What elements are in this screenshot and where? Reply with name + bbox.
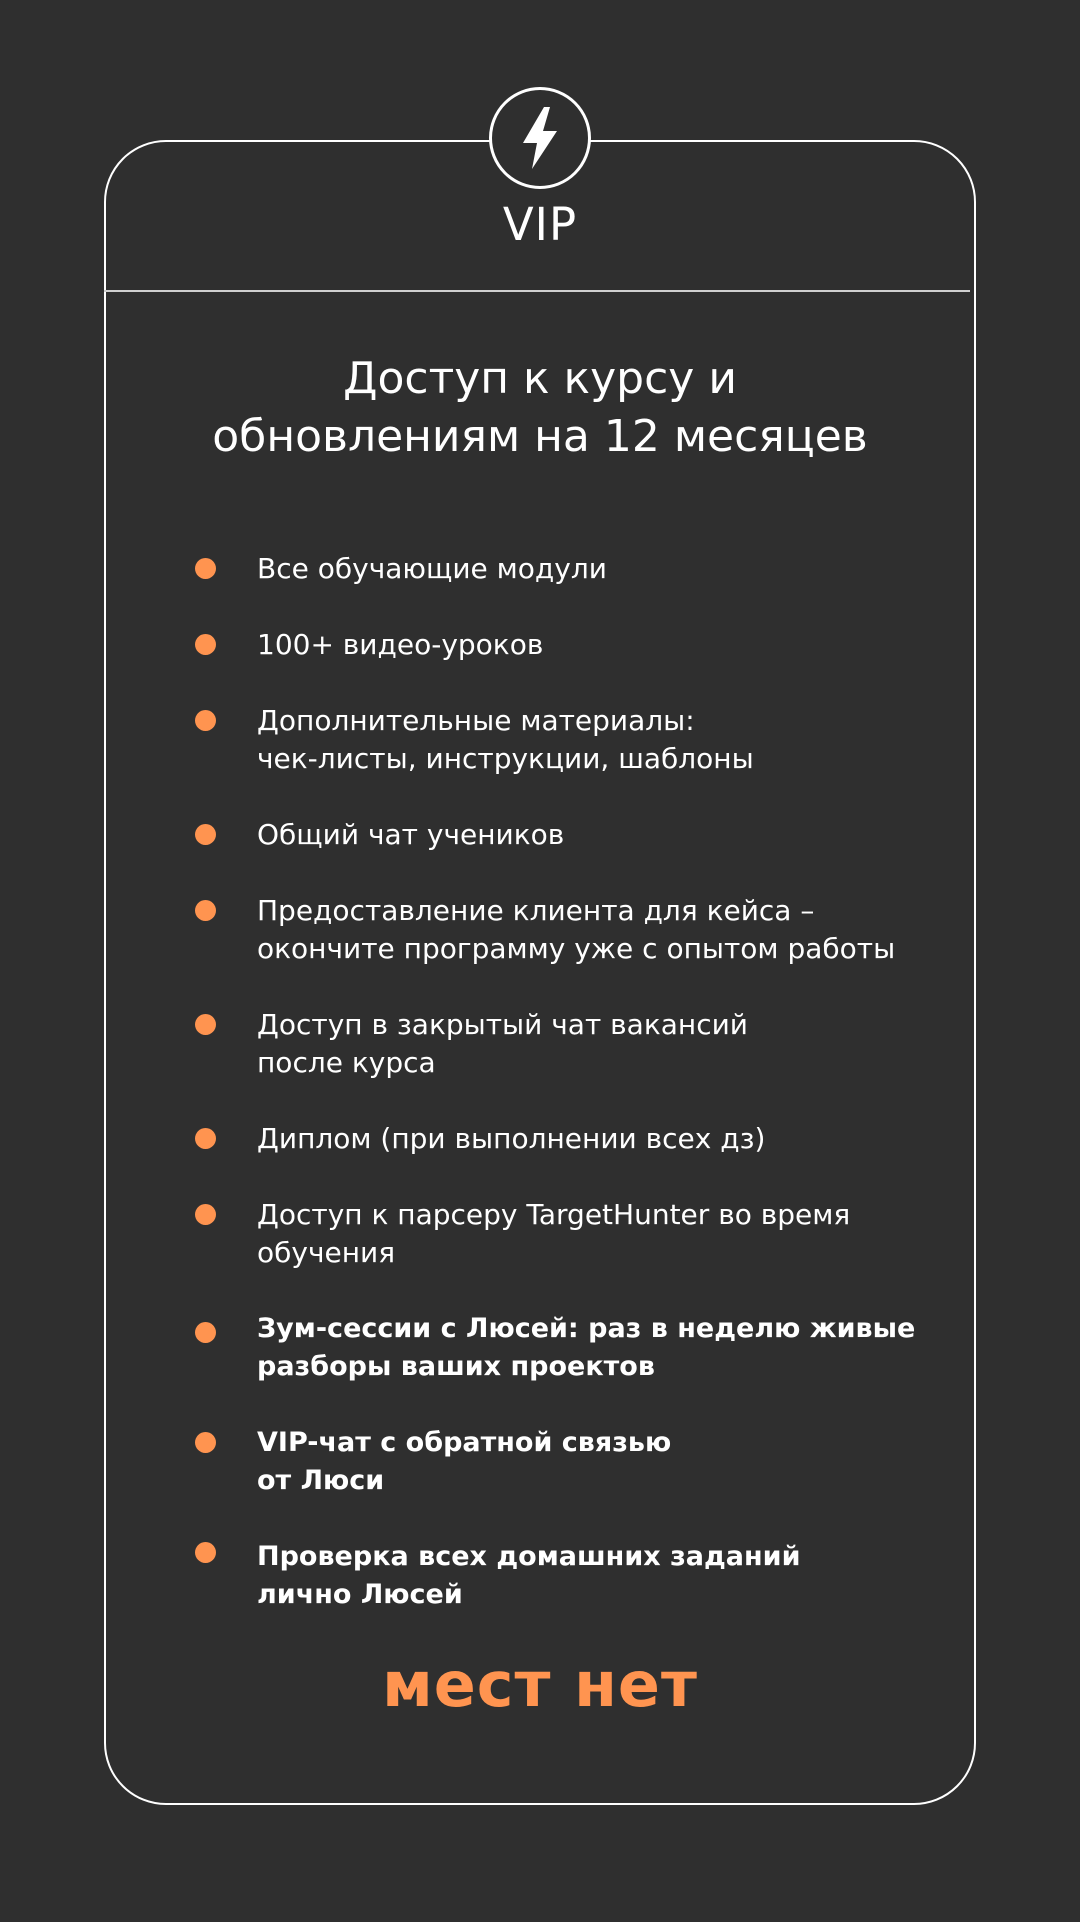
headline-line: Доступ к курсу и bbox=[343, 353, 737, 404]
feature-line: Доступ к парсеру TargetHunter во время bbox=[257, 1198, 851, 1231]
feature-line: после курса bbox=[257, 1046, 436, 1079]
feature-line: VIP-чат с обратной связью bbox=[257, 1427, 672, 1458]
tier-name: VIP bbox=[502, 198, 578, 251]
bullet-dot-icon bbox=[195, 710, 216, 731]
bullet-dot-icon bbox=[195, 1432, 216, 1453]
feature-line: обучения bbox=[257, 1236, 396, 1269]
card-headline bbox=[104, 350, 976, 466]
bullet-dot-icon bbox=[195, 634, 216, 655]
feature-line: Общий чат учеников bbox=[257, 818, 565, 851]
bullet-dot-icon bbox=[195, 900, 216, 921]
feature-line: Все обучающие модули bbox=[257, 552, 607, 585]
feature-line: Диплом (при выполнении всех дз) bbox=[257, 1122, 766, 1155]
bullet-dot-icon bbox=[195, 558, 216, 579]
bullet-dot-icon bbox=[195, 1128, 216, 1149]
feature-line: Проверка всех домашних заданий bbox=[257, 1541, 801, 1572]
lightning-bolt-icon bbox=[520, 107, 560, 169]
feature-line: лично Люсей bbox=[257, 1579, 463, 1610]
bullet-dot-icon bbox=[195, 1542, 216, 1563]
bullet-dot-icon bbox=[195, 1204, 216, 1225]
bullet-dot-icon bbox=[195, 824, 216, 845]
availability-status: мест нет bbox=[382, 1648, 698, 1721]
feature-line: 100+ видео-уроков bbox=[257, 628, 544, 661]
feature-line: чек-листы, инструкции, шаблоны bbox=[257, 742, 754, 775]
feature-line: от Люси bbox=[257, 1465, 385, 1496]
header-divider bbox=[104, 290, 970, 292]
bullet-dot-icon bbox=[195, 1322, 216, 1343]
feature-line: Зум-сессии с Люсей: раз в неделю живые bbox=[257, 1313, 916, 1344]
headline-line: обновлениям на 12 месяцев bbox=[212, 411, 868, 462]
feature-line: окончите программу уже с опытом работы bbox=[257, 932, 896, 965]
feature-line: Дополнительные материалы: bbox=[257, 704, 695, 737]
bullet-dot-icon bbox=[195, 1014, 216, 1035]
feature-line: разборы ваших проектов bbox=[257, 1351, 655, 1382]
feature-line: Предоставление клиента для кейса – bbox=[257, 894, 815, 927]
feature-line: Доступ в закрытый чат вакансий bbox=[257, 1008, 748, 1041]
tier-badge bbox=[489, 87, 591, 189]
